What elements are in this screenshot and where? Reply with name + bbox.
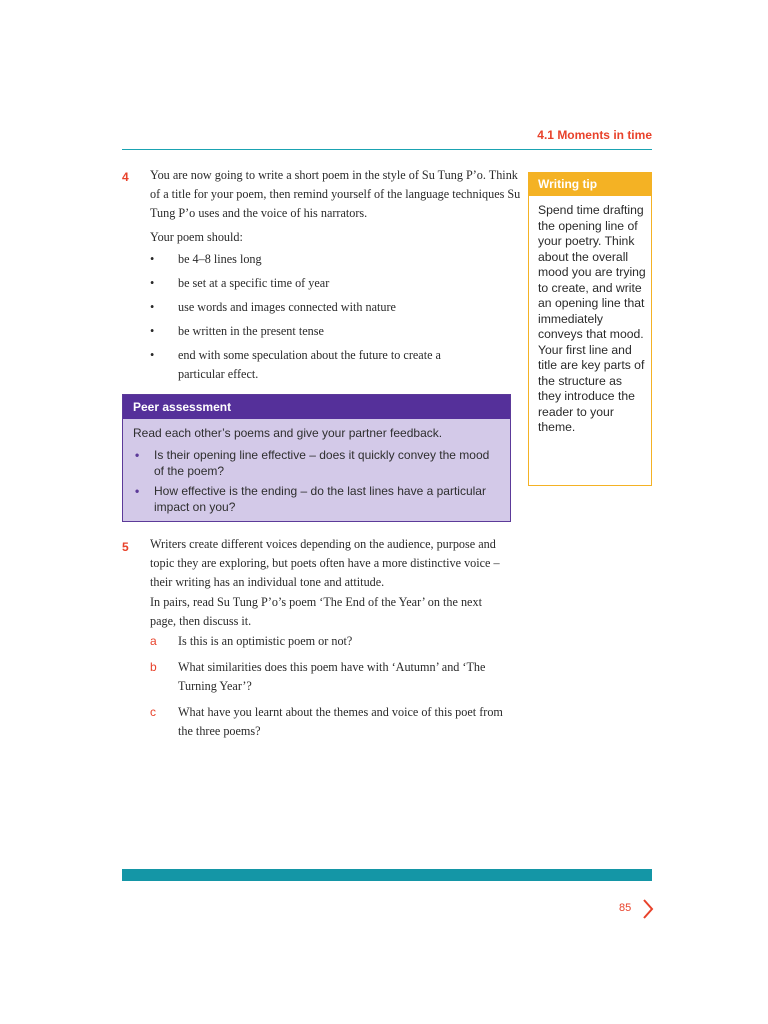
section-title: 4.1 Moments in time xyxy=(537,128,652,142)
bullet-icon: • xyxy=(150,300,155,314)
list-item: • Is their opening line effective – does it quickly convey the mood of the poem? xyxy=(135,448,490,478)
peer-assessment-heading: Peer assessment xyxy=(123,395,510,419)
writing-tip-heading: Writing tip xyxy=(529,173,651,196)
list-item: • end with some speculation about the future to create a particular effect. xyxy=(150,348,441,381)
question-4-text: You are now going to write a short poem in the style of Su Tung P’o. Think of a title for your poem, then remind yourself of the language techniques Su Tung P’o uses and the voice of his narrators. xyxy=(150,168,521,220)
list-item: a Is this is an optimistic poem or not? xyxy=(150,634,353,648)
bullet-icon: • xyxy=(150,348,155,362)
bullet-icon: • xyxy=(150,324,155,338)
writing-tip-box xyxy=(528,172,652,486)
question-5-intro: In pairs, read Su Tung P’o’s poem ‘The End of the Year’ on the next page, then discuss it. xyxy=(150,595,482,628)
list-item: • use words and images connected with nature xyxy=(150,298,500,317)
poem-requirements-list xyxy=(150,250,500,389)
question-4-intro: Your poem should: xyxy=(150,230,243,244)
list-item: c What have you learnt about the themes and voice of this poet from the three poems? xyxy=(150,705,503,738)
chevron-right-icon[interactable] xyxy=(641,898,655,920)
header-divider xyxy=(122,149,652,150)
list-item: b What similarities does this poem have with ‘Autumn’ and ‘The Turning Year’? xyxy=(150,660,486,693)
bullet-icon: • xyxy=(135,448,140,462)
question-5-number: 5 xyxy=(122,540,129,554)
question-4-number: 4 xyxy=(122,170,129,184)
footer-bar xyxy=(122,869,652,881)
list-item: • be set at a specific time of year xyxy=(150,274,500,293)
bullet-icon: • xyxy=(150,276,155,290)
discussion-questions-list xyxy=(150,632,510,748)
list-item: • be 4–8 lines long xyxy=(150,250,500,269)
bullet-icon: • xyxy=(135,484,140,498)
peer-assessment-list xyxy=(123,441,510,515)
list-item: • be written in the present tense xyxy=(150,322,500,341)
list-item: • How effective is the ending – do the last lines have a particular impact on you? xyxy=(135,484,486,514)
peer-assessment-intro: Read each other’s poems and give your partner feedback. xyxy=(133,426,443,440)
writing-tip-body: Spend time drafting the opening line of your poetry. Think about the overall mood you are trying to create, and write an opening line that immediately conveys that mood. Your first line and title are key parts of the structure as they introduce the reader to your theme. xyxy=(538,203,646,434)
bullet-icon: • xyxy=(150,252,155,266)
question-5-text: Writers create different voices depending on the audience, purpose and topic they are exploring, but poets often have a more distinctive voice – their writing has an individual tone and attitude. xyxy=(150,537,500,589)
peer-assessment-box xyxy=(122,394,511,522)
page-number: 85 xyxy=(619,902,632,914)
